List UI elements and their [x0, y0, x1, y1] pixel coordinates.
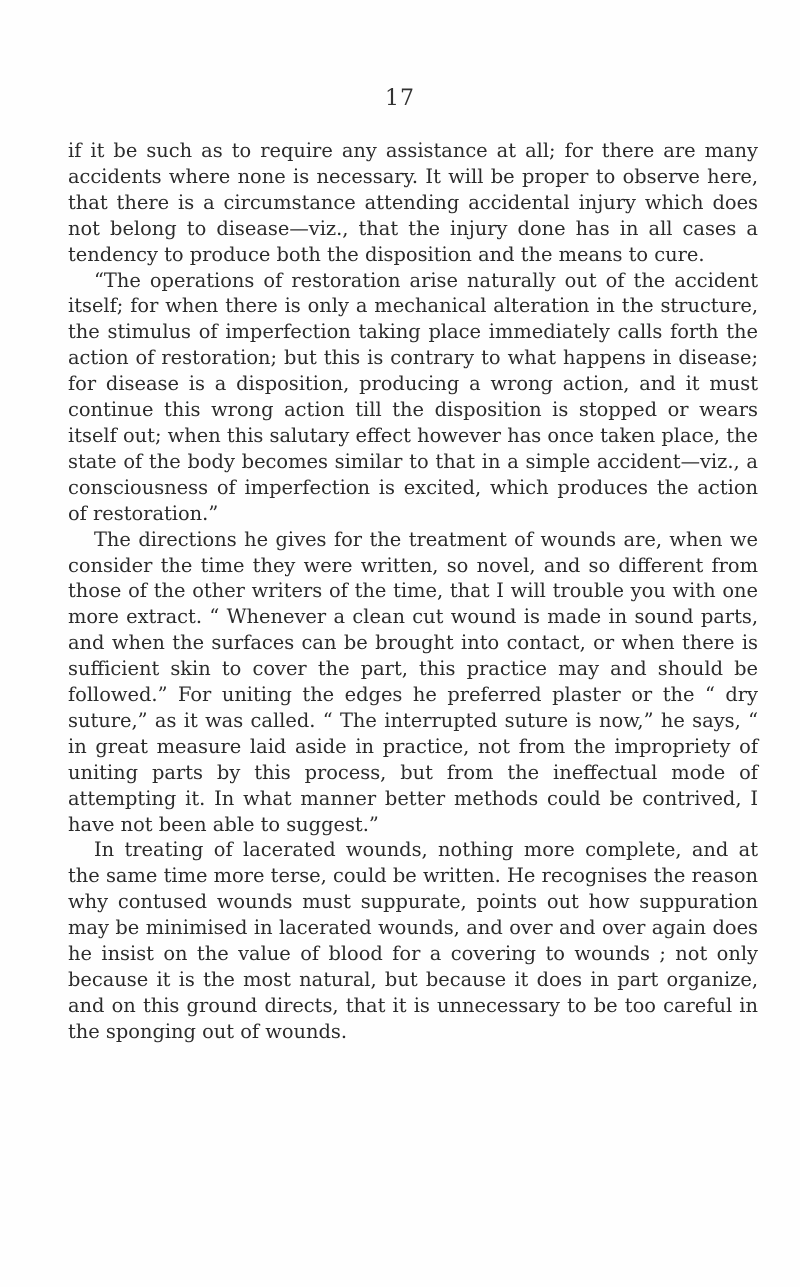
paragraph-3: The directions he gives for the treatment of wounds are, when we consider the time they were written, so novel, and so different from those of the other writers of the time, that I will trouble you with one more extract. “ Whenever a clean cut wound is made in sound parts, and when the surfaces can be brought into contact, or when there is sufficient skin to cover the part, this practice may and should be followed.” For uniting the edges he preferred plaster or the “ dry suture,” as it was called. “ The interrupted suture is now,” he says, “ in great measure laid aside in practice, not from the impropriety of uniting parts by this process, but from the ineffectual mode of attempting it. In what manner better methods could be contrived, I have not been able to suggest.”	[68, 527, 758, 836]
paragraph-2: “The operations of restoration arise naturally out of the accident itself; for when there is only a mechanical alteration in the structure, the stimulus of imperfection taking place immediately calls forth the action of restoration; but this is contrary to what happens in disease; for disease is a disposition, producing a wrong action, and it must continue this wrong action till the disposition is stopped or wears itself out; when this salutary effect however has once taken place, the state of the body becomes similar to that in a simple accident—viz., a consciousness of imperfection is excited, which produces the action of restoration.”	[68, 268, 758, 525]
page-number: 17	[385, 86, 415, 111]
body-text	[68, 138, 758, 1045]
paragraph-1: if it be such as to require any assistance at all; for there are many accidents where none is necessary. It will be proper to observe here, that there is a circumstance attending accidental injury which does not belong to disease—viz., that the injury done has in all cases a tendency to produce both the disposition and the means to cure.	[68, 139, 758, 266]
paragraph-4: In treating of lacerated wounds, nothing more complete, and at the same time more terse, could be written. He recognises the reason why contused wounds must suppurate, points out how suppuration may be minimised in lacerated wounds, and over and over again does he insist on the value of blood for a covering to wounds ; not only because it is the most natural, but because it does in part organize, and on this ground directs, that it is unnecessary to be too careful in the sponging out of wounds.	[68, 838, 758, 1043]
